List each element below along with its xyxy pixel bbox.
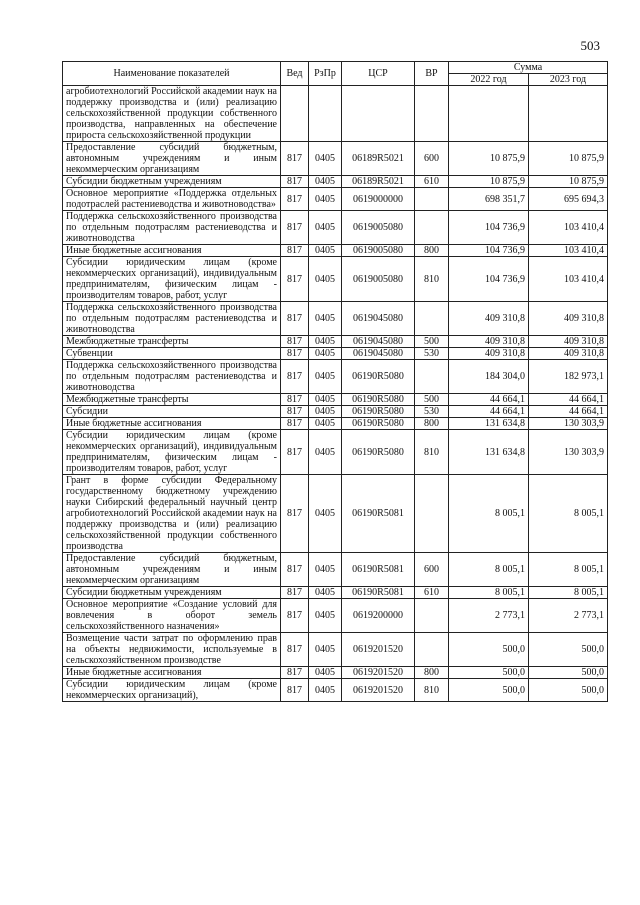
table-row — [63, 587, 608, 599]
row-ved: 817 — [281, 176, 309, 188]
row-vr: 800 — [415, 245, 449, 257]
row-sum-2023: 44 664,1 — [529, 406, 608, 418]
row-vr: 500 — [415, 394, 449, 406]
row-sum-2023: 10 875,9 — [529, 142, 608, 176]
row-name: Основное мероприятие «Создание условий для вовлечения в оборот земель сельскохозяйственного назначения» — [63, 599, 281, 633]
row-name: Межбюджетные трансферты — [63, 336, 281, 348]
row-name: Субсидии бюджетным учреждениям — [63, 176, 281, 188]
table-row — [63, 599, 608, 633]
row-name: Иные бюджетные ассигнования — [63, 667, 281, 679]
row-vr — [415, 360, 449, 394]
row-ved: 817 — [281, 211, 309, 245]
row-vr — [415, 599, 449, 633]
row-vr — [415, 302, 449, 336]
row-name: Субсидии — [63, 406, 281, 418]
header-csr: ЦСР — [342, 62, 415, 86]
header-name: Наименование показателей — [63, 62, 281, 86]
row-csr: 0619201520 — [342, 679, 415, 702]
table-row — [63, 475, 608, 553]
row-rzpr: 0405 — [309, 176, 342, 188]
table-row — [63, 257, 608, 302]
table-row — [63, 553, 608, 587]
row-rzpr: 0405 — [309, 142, 342, 176]
row-sum-2022: 184 304,0 — [449, 360, 529, 394]
table-row — [63, 418, 608, 430]
row-csr: 06190R5080 — [342, 394, 415, 406]
row-name: Субсидии юридическим лицам (кроме некоммерческих организаций), — [63, 679, 281, 702]
row-name: Субвенции — [63, 348, 281, 360]
budget-table — [62, 61, 608, 702]
row-sum-2023: 500,0 — [529, 679, 608, 702]
table-row — [63, 86, 608, 142]
header-ved: Вед — [281, 62, 309, 86]
row-csr: 06189R5021 — [342, 176, 415, 188]
row-ved: 817 — [281, 394, 309, 406]
row-rzpr: 0405 — [309, 257, 342, 302]
table-row — [63, 336, 608, 348]
row-sum-2022: 409 310,8 — [449, 348, 529, 360]
row-sum-2023: 409 310,8 — [529, 348, 608, 360]
row-rzpr: 0405 — [309, 679, 342, 702]
row-sum-2022: 104 736,9 — [449, 257, 529, 302]
row-vr: 530 — [415, 348, 449, 360]
row-sum-2022: 10 875,9 — [449, 142, 529, 176]
row-name: Поддержка сельскохозяйственного производства по отдельным подотраслям растениеводства и животноводства — [63, 211, 281, 245]
row-sum-2022: 698 351,7 — [449, 188, 529, 211]
table-row — [63, 348, 608, 360]
row-vr: 610 — [415, 587, 449, 599]
row-sum-2022: 500,0 — [449, 679, 529, 702]
row-sum-2023: 8 005,1 — [529, 475, 608, 553]
row-csr: 06190R5080 — [342, 418, 415, 430]
row-vr: 810 — [415, 257, 449, 302]
row-sum-2023: 2 773,1 — [529, 599, 608, 633]
row-rzpr: 0405 — [309, 406, 342, 418]
row-sum-2023: 10 875,9 — [529, 176, 608, 188]
row-ved: 817 — [281, 430, 309, 475]
row-sum-2022: 10 875,9 — [449, 176, 529, 188]
row-name: Предоставление субсидий бюджетным, автономным учреждениям и иным некоммерческим организациям — [63, 553, 281, 587]
table-row — [63, 406, 608, 418]
row-csr: 06190R5080 — [342, 430, 415, 475]
row-rzpr: 0405 — [309, 360, 342, 394]
row-sum-2022: 131 634,8 — [449, 418, 529, 430]
row-csr: 0619045080 — [342, 302, 415, 336]
row-sum-2022: 500,0 — [449, 667, 529, 679]
table-row — [63, 679, 608, 702]
row-ved: 817 — [281, 553, 309, 587]
row-name: Возмещение части затрат по оформлению прав на объекты недвижимости, используемые в сельскохозяйственном производстве — [63, 633, 281, 667]
row-rzpr — [309, 86, 342, 142]
row-rzpr: 0405 — [309, 633, 342, 667]
row-ved: 817 — [281, 599, 309, 633]
table-row — [63, 360, 608, 394]
row-name: Субсидии юридическим лицам (кроме некоммерческих организаций), индивидуальным предпринимателям, физическим лицам - производителям товаров, работ, услуг — [63, 430, 281, 475]
row-sum-2022: 8 005,1 — [449, 553, 529, 587]
page-number: 503 — [580, 38, 600, 53]
row-vr — [415, 86, 449, 142]
table-row — [63, 302, 608, 336]
row-csr: 0619200000 — [342, 599, 415, 633]
row-rzpr: 0405 — [309, 188, 342, 211]
row-csr: 06190R5081 — [342, 553, 415, 587]
row-vr: 610 — [415, 176, 449, 188]
table-row — [63, 394, 608, 406]
row-rzpr: 0405 — [309, 418, 342, 430]
row-name: Межбюджетные трансферты — [63, 394, 281, 406]
row-sum-2023: 500,0 — [529, 633, 608, 667]
row-ved: 817 — [281, 257, 309, 302]
row-rzpr: 0405 — [309, 348, 342, 360]
row-sum-2022 — [449, 86, 529, 142]
row-sum-2023: 409 310,8 — [529, 336, 608, 348]
row-vr: 810 — [415, 679, 449, 702]
row-vr: 600 — [415, 142, 449, 176]
row-name: Иные бюджетные ассигнования — [63, 418, 281, 430]
row-name: Грант в форме субсидии Федеральному государственному бюджетному учреждению науки Сибирский федеральный научный центр агробиотехнологий Российской академии наук на поддержку производства и (или) реализацию сельскохозяйственной продукции собственного производства — [63, 475, 281, 553]
row-name: Предоставление субсидий бюджетным, автономным учреждениям и иным некоммерческим организациям — [63, 142, 281, 176]
row-rzpr: 0405 — [309, 599, 342, 633]
row-ved: 817 — [281, 418, 309, 430]
row-rzpr: 0405 — [309, 430, 342, 475]
table-row — [63, 430, 608, 475]
row-vr: 500 — [415, 336, 449, 348]
row-csr: 0619201520 — [342, 633, 415, 667]
row-csr: 0619005080 — [342, 257, 415, 302]
table-header — [63, 62, 608, 86]
row-csr: 06190R5081 — [342, 475, 415, 553]
row-rzpr: 0405 — [309, 667, 342, 679]
table-body — [63, 86, 608, 702]
row-vr — [415, 475, 449, 553]
row-name: Поддержка сельскохозяйственного производства по отдельным подотраслям растениеводства и животноводства — [63, 360, 281, 394]
table-row — [63, 211, 608, 245]
row-sum-2022: 2 773,1 — [449, 599, 529, 633]
header-sum: Сумма — [449, 62, 608, 74]
header-year-2022: 2022 год — [449, 74, 529, 86]
row-ved: 817 — [281, 667, 309, 679]
row-name: Субсидии юридическим лицам (кроме некоммерческих организаций), индивидуальным предпринимателям, физическим лицам - производителям товаров, работ, услуг — [63, 257, 281, 302]
row-rzpr: 0405 — [309, 336, 342, 348]
row-name: агробиотехнологий Российской академии наук на поддержку производства и (или) реализацию сельскохозяйственной продукции собственного производства, направленных на обеспечение прироста сельскохозяйственной продукции — [63, 86, 281, 142]
row-csr: 06190R5081 — [342, 587, 415, 599]
row-csr: 06189R5021 — [342, 142, 415, 176]
row-csr: 0619045080 — [342, 348, 415, 360]
row-csr: 06190R5080 — [342, 360, 415, 394]
row-csr: 0619005080 — [342, 211, 415, 245]
row-vr: 800 — [415, 667, 449, 679]
row-ved: 817 — [281, 406, 309, 418]
row-csr: 0619005080 — [342, 245, 415, 257]
row-rzpr: 0405 — [309, 302, 342, 336]
row-vr: 530 — [415, 406, 449, 418]
table-row — [63, 188, 608, 211]
row-ved: 817 — [281, 587, 309, 599]
row-name: Иные бюджетные ассигнования — [63, 245, 281, 257]
row-csr: 0619000000 — [342, 188, 415, 211]
row-rzpr: 0405 — [309, 394, 342, 406]
row-sum-2022: 131 634,8 — [449, 430, 529, 475]
row-sum-2023: 103 410,4 — [529, 257, 608, 302]
row-sum-2023: 8 005,1 — [529, 553, 608, 587]
row-vr — [415, 211, 449, 245]
row-ved: 817 — [281, 302, 309, 336]
row-sum-2023 — [529, 86, 608, 142]
table-row — [63, 176, 608, 188]
row-ved — [281, 86, 309, 142]
row-sum-2022: 104 736,9 — [449, 245, 529, 257]
table-row — [63, 667, 608, 679]
row-sum-2022: 500,0 — [449, 633, 529, 667]
row-ved: 817 — [281, 360, 309, 394]
row-ved: 817 — [281, 679, 309, 702]
row-sum-2022: 8 005,1 — [449, 587, 529, 599]
row-csr — [342, 86, 415, 142]
row-ved: 817 — [281, 142, 309, 176]
row-sum-2023: 130 303,9 — [529, 418, 608, 430]
row-csr: 06190R5080 — [342, 406, 415, 418]
row-rzpr: 0405 — [309, 211, 342, 245]
row-sum-2022: 409 310,8 — [449, 336, 529, 348]
header-rzpr: РзПр — [309, 62, 342, 86]
row-sum-2023: 695 694,3 — [529, 188, 608, 211]
row-ved: 817 — [281, 336, 309, 348]
row-rzpr: 0405 — [309, 475, 342, 553]
table-row — [63, 633, 608, 667]
header-vr: ВР — [415, 62, 449, 86]
row-sum-2022: 44 664,1 — [449, 406, 529, 418]
row-rzpr: 0405 — [309, 553, 342, 587]
row-name: Субсидии бюджетным учреждениям — [63, 587, 281, 599]
row-sum-2022: 44 664,1 — [449, 394, 529, 406]
row-vr — [415, 633, 449, 667]
row-sum-2023: 500,0 — [529, 667, 608, 679]
row-sum-2023: 8 005,1 — [529, 587, 608, 599]
row-name: Основное мероприятие «Поддержка отдельных подотраслей растениеводства и животноводства» — [63, 188, 281, 211]
row-name: Поддержка сельскохозяйственного производства по отдельным подотраслям растениеводства и животноводства — [63, 302, 281, 336]
row-sum-2023: 182 973,1 — [529, 360, 608, 394]
row-ved: 817 — [281, 188, 309, 211]
row-sum-2022: 8 005,1 — [449, 475, 529, 553]
row-rzpr: 0405 — [309, 245, 342, 257]
row-sum-2023: 44 664,1 — [529, 394, 608, 406]
row-sum-2023: 103 410,4 — [529, 211, 608, 245]
row-sum-2023: 409 310,8 — [529, 302, 608, 336]
row-sum-2022: 104 736,9 — [449, 211, 529, 245]
table-row — [63, 142, 608, 176]
row-vr: 810 — [415, 430, 449, 475]
row-ved: 817 — [281, 245, 309, 257]
row-vr: 800 — [415, 418, 449, 430]
row-rzpr: 0405 — [309, 587, 342, 599]
header-year-2023: 2023 год — [529, 74, 608, 86]
row-vr — [415, 188, 449, 211]
row-sum-2022: 409 310,8 — [449, 302, 529, 336]
row-csr: 0619201520 — [342, 667, 415, 679]
table-row — [63, 245, 608, 257]
row-sum-2023: 103 410,4 — [529, 245, 608, 257]
row-vr: 600 — [415, 553, 449, 587]
row-ved: 817 — [281, 475, 309, 553]
row-csr: 0619045080 — [342, 336, 415, 348]
row-ved: 817 — [281, 348, 309, 360]
row-ved: 817 — [281, 633, 309, 667]
row-sum-2023: 130 303,9 — [529, 430, 608, 475]
